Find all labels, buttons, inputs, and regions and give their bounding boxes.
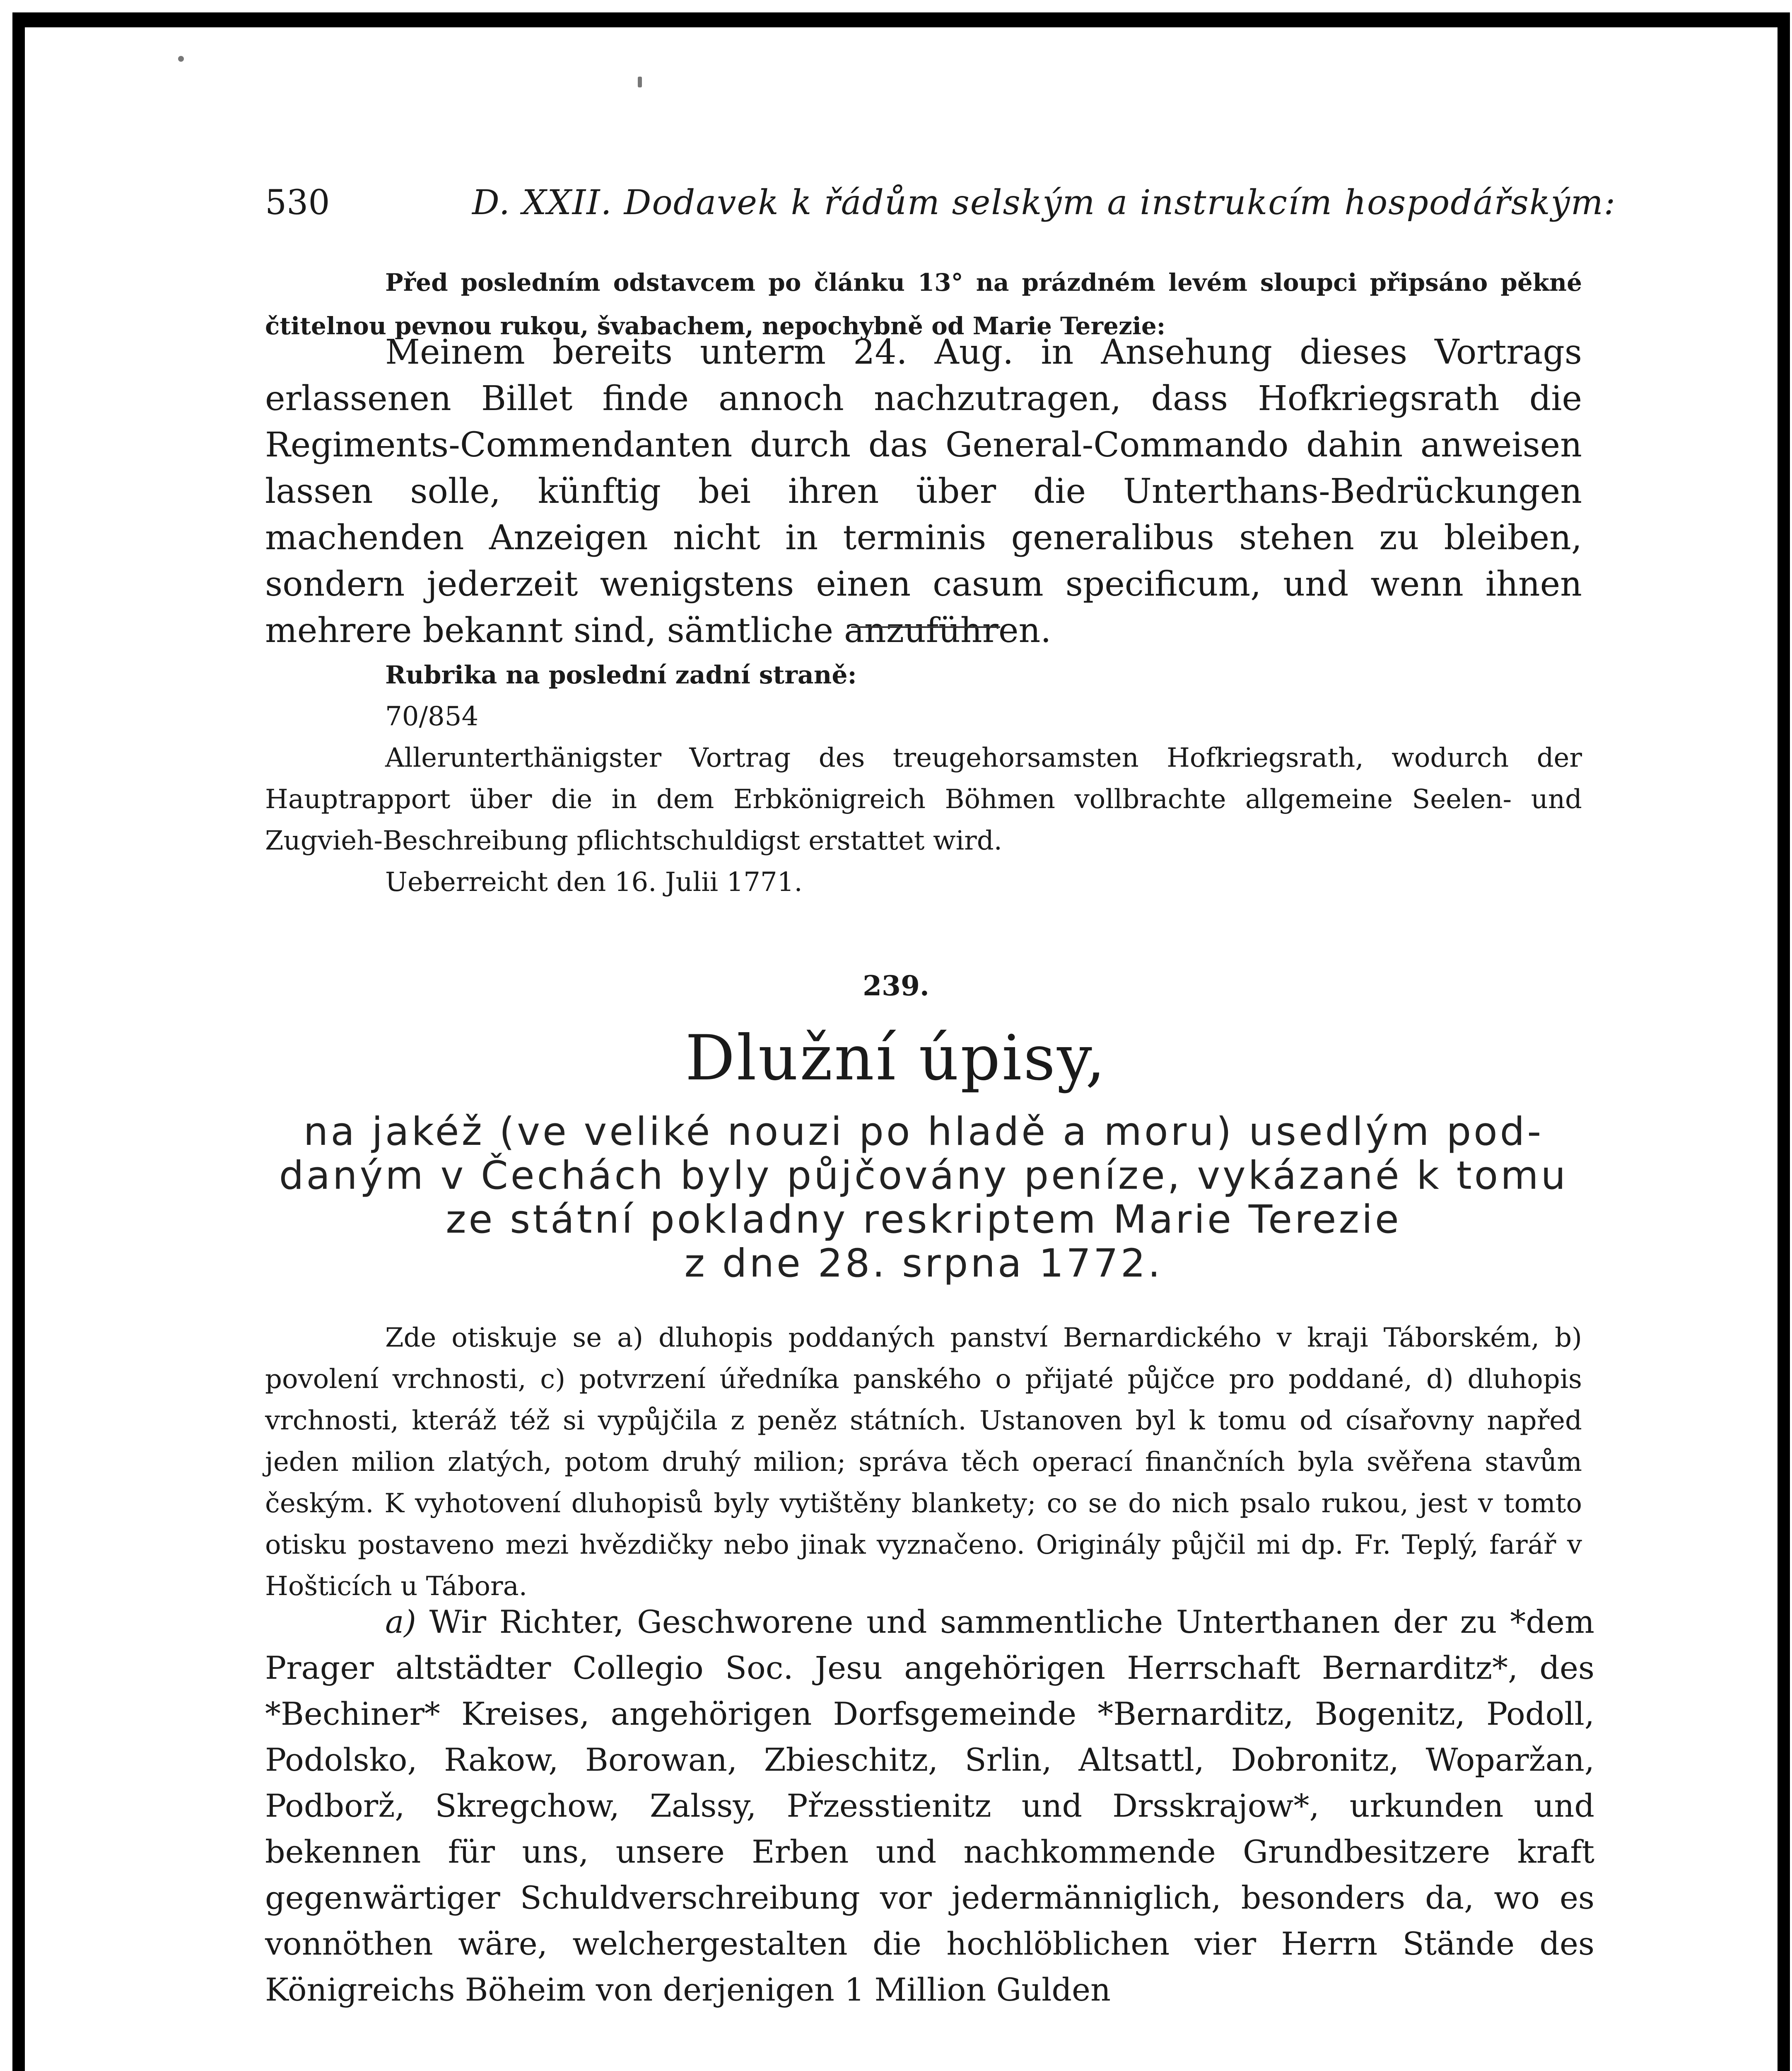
rubrika-vortrag-text: Allerunterthänigster Vortrag des treugehorsamsten Hofkriegsrath, wodurch der Hauptrapport über die in dem Erbkönigreich Böhmen vollbrachte allgemeine Seelen- und Zugvieh-Beschreibung pflichtschuldigst erstattet wird. bbox=[265, 743, 1582, 856]
document-a-text: Wir Richter, Geschworene und sammentliche Unterthanen der zu *dem Prager altstädter Collegio Soc. Jesu angehörigen Herrschaft Bernarditz*, des *Bechiner* Kreises, angehörigen Dorfsgemeinde *Bernarditz, Bogenitz, Podoll, Podolsko, Rakow, Borowan, Zbieschitz, Srlin, Altsattl, Dobronitz, Woparžan, Podborž, Skregchow, Zalssy, Přzesstienitz und Drsskrajow*, urkunden und bekennen für uns, unsere Erben und nachkommende Grundbesitzere kraft gegenwärtiger Schuldverschreibung vor jedermänniglich, besonders da, wo es vonnöthen wäre, welchergestalten die hochlöblichen vier Herrn Stände des Königreichs Böheim von derjenigen 1 Million Gulden bbox=[265, 1603, 1594, 2008]
rubrika-number: 70/854 bbox=[385, 701, 479, 732]
document-a-marker: a) bbox=[385, 1603, 416, 1640]
page-number: 530 bbox=[265, 183, 330, 222]
document-a bbox=[265, 1599, 1594, 2013]
subtitle-line: na jakéž (ve veliké nouzi po hladě a moru) usedlým pod- bbox=[303, 1109, 1544, 1154]
section-subtitle bbox=[265, 1110, 1582, 1286]
rubrika-label bbox=[265, 654, 1582, 696]
rubrika-label-text: Rubrika na poslední zadní straně: bbox=[385, 661, 857, 690]
german-quote bbox=[265, 329, 1582, 654]
intro-text: Zde otiskuje se a) dluhopis poddaných panství Bernardického v kraji Táborském, b) povolení vrchnosti, c) potvrzení úředníka panského o přijaté půjčce pro poddané, d) dluhopis vrchnosti, kteráž též si vypůjčila z peněz státních. Ustanoven byl k tomu od císařovny napřed jeden milion zlatých, potom druhý milion; správa těch operací finančních byla svěřena stavům českým. K vyhotovení dluhopisů byly vytištěny blankety; co se do nich psalo rukou, jest v tomto otisku postaveno mezi hvězdičky nebo jinak vyznačeno. Originály půjčil mi dp. Fr. Teplý, farář v Hošticích u Tábora. bbox=[265, 1323, 1582, 1602]
scan-speck bbox=[638, 77, 642, 87]
german-quote-text: Meinem bereits unterm 24. Aug. in Ansehung dieses Vortrags erlassenen Billet finde annoch nachzutragen, dass Hofkriegsrath die Regiments-Commendanten durch das General-Commando dahin anweisen lassen solle, künftig bei ihren über die Unterthans-Bedrückungen machenden Anzeigen nicht in terminis generalibus stehen zu bleiben, sondern jederzeit wenigstens einen casum specificum, und wenn ihnen mehrere bekannt sind, sämtliche anzuführen. bbox=[265, 333, 1582, 650]
running-header bbox=[265, 182, 1616, 224]
separator-rule bbox=[851, 626, 1000, 628]
section-title: Dlužní úpisy, bbox=[685, 1022, 1107, 1094]
intro-paragraph bbox=[265, 1317, 1582, 1607]
subtitle-line: ze státní pokladny reskriptem Marie Terezie bbox=[446, 1197, 1401, 1242]
editor-note-text: Před posledním odstavcem po článku 13° na prázdném levém sloupci připsáno pěkné čtitelnou pevnou rukou, švabachem, nepochybně od Marie Terezie: bbox=[265, 268, 1582, 340]
running-title: D. XXII. Dodavek k řádům selským a instrukcím hospodářským: bbox=[472, 183, 1616, 222]
subtitle-line: z dne 28. srpna 1772. bbox=[684, 1241, 1163, 1286]
section-number: 239. bbox=[863, 970, 929, 1002]
rubrika-vortrag bbox=[265, 737, 1582, 862]
rubrika-date: Ueberreicht den 16. Julii 1771. bbox=[385, 867, 803, 898]
scan-speck bbox=[178, 56, 184, 62]
subtitle-line: daným v Čechách byly půjčovány peníze, vykázané k tomu bbox=[279, 1153, 1568, 1198]
